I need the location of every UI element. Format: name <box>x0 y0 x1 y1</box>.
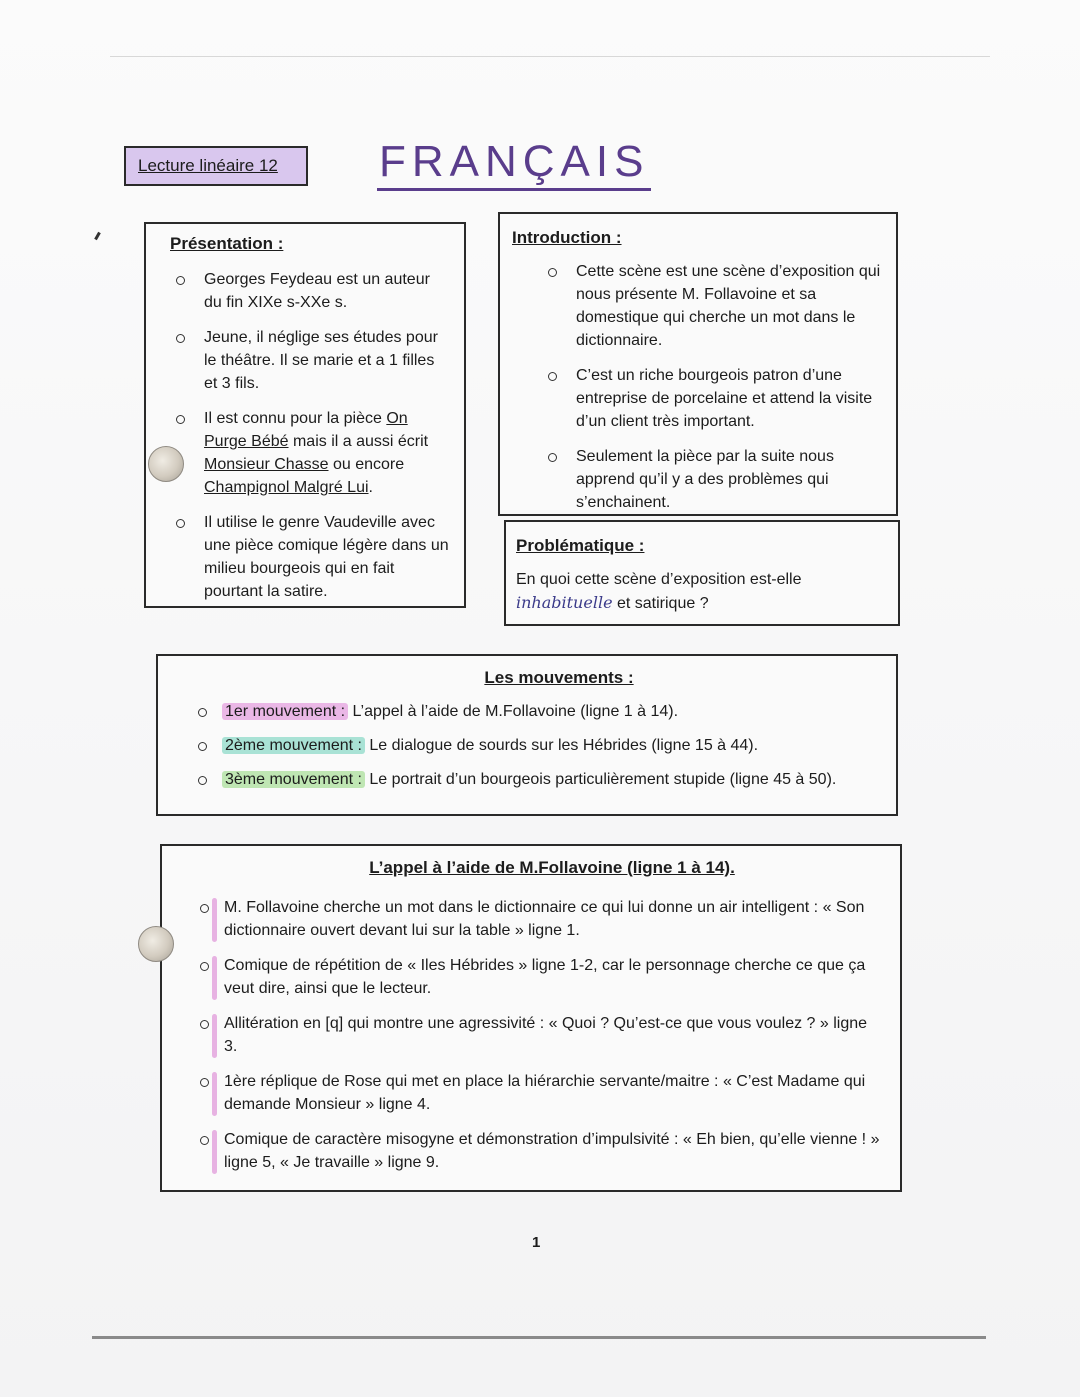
works-mid: mais il a aussi écrit <box>288 433 429 450</box>
appel-box <box>160 844 902 1192</box>
binder-hole-icon <box>138 926 174 962</box>
appel-item <box>162 896 882 942</box>
introduction-item: Seulement la pièce par la suite nous apprend qu’il y a des problèmes qui s’enchainent. <box>542 445 882 514</box>
appel-item <box>162 1012 882 1058</box>
appel-item <box>162 1128 882 1174</box>
work-title: On Purge Bébé <box>204 410 408 450</box>
introduction-item: Cette scène est une scène d’exposition qui nous présente M. Follavoine et sa domestique qui cherche un mot dans le dictionnaire. <box>542 260 882 352</box>
mouvements-heading: Les mouvements : <box>484 668 634 687</box>
highlight-bar <box>212 1072 217 1116</box>
presentation-item: Il utilise le genre Vaudeville avec une pièce comique légère dans un milieu bourgeois qui en fait pourtant la satire. <box>170 511 450 603</box>
mouvement-text: Le dialogue de sourds sur les Hébrides (ligne 15 à 44). <box>364 737 759 754</box>
appel-item <box>162 1070 882 1116</box>
bullet-icon <box>198 776 207 785</box>
appel-item <box>162 954 882 1000</box>
works-pre: Il est connu pour la pièce <box>204 410 387 427</box>
question-post: et satirique ? <box>612 595 709 612</box>
introduction-heading: Introduction : <box>512 228 622 247</box>
presentation-item-works <box>170 407 450 499</box>
mouvement-item <box>158 702 880 722</box>
appel-text: Comique de caractère misogyne et démonstration d’impulsivité : « Eh bien, qu’elle vienne ! » ligne 5, « Je travaille » ligne 9. <box>224 1131 880 1171</box>
works-post: . <box>368 479 373 496</box>
bullet-icon <box>200 1136 209 1145</box>
mouvement-text: L’appel à l’aide de M.Follavoine (ligne 1 à 14). <box>348 703 679 720</box>
appel-heading: L’appel à l’aide de M.Follavoine (ligne 1 à 14). <box>369 858 735 877</box>
highlight-bar <box>212 898 217 942</box>
appel-text: Comique de répétition de « Iles Hébrides » ligne 1-2, car le personnage cherche ce que ça veut dire, ainsi que le lecteur. <box>224 957 866 997</box>
highlight-bar <box>212 956 217 1000</box>
introduction-box <box>498 212 898 516</box>
appel-text: M. Follavoine cherche un mot dans le dictionnaire ce qui lui donne un air intelligent : « Son dictionnaire ouvert devant lui sur la table » ligne 1. <box>224 899 865 939</box>
bullet-icon <box>200 1078 209 1087</box>
work-title: Champignol Malgré Lui <box>204 479 369 496</box>
bullet-icon <box>198 708 207 717</box>
page-title: FRANÇAIS <box>377 136 651 191</box>
mouvement-label: 3ème mouvement : <box>222 771 365 788</box>
presentation-heading: Présentation : <box>170 234 284 253</box>
appel-text: 1ère réplique de Rose qui met en place la hiérarchie servante/maitre : « C’est Madame qui demande Monsieur » ligne 4. <box>224 1073 866 1113</box>
highlight-bar <box>212 1014 217 1058</box>
bullet-icon <box>200 904 209 913</box>
lecture-label: Lecture linéaire 12 <box>124 146 308 186</box>
bottom-divider <box>92 1336 986 1339</box>
mouvement-label: 2ème mouvement : <box>222 737 365 754</box>
mouvement-item <box>158 770 880 790</box>
presentation-item: Jeune, il néglige ses études pour le théâtre. Il se marie et a 1 filles et 3 fils. <box>170 326 450 395</box>
bullet-icon <box>200 962 209 971</box>
highlight-bar <box>212 1130 217 1174</box>
problematique-question <box>516 568 888 615</box>
question-pre: En quoi cette scène d’exposition est-elle <box>516 571 802 588</box>
mouvement-label: 1er mouvement : <box>222 703 348 720</box>
presentation-item: Georges Feydeau est un auteur du fin XIXe s-XXe s. <box>170 268 450 314</box>
mouvement-item <box>158 736 880 756</box>
mouvements-box <box>156 654 898 816</box>
top-divider <box>110 56 990 57</box>
handwritten-word: inhabituelle <box>516 593 613 612</box>
appel-text: Allitération en [q] qui montre une agressivité : « Quoi ? Qu’est-ce que vous voulez ? » ligne 3. <box>224 1015 868 1055</box>
works-mid2: ou encore <box>328 456 405 473</box>
bullet-icon <box>198 742 207 751</box>
introduction-item: C’est un riche bourgeois patron d’une entreprise de porcelaine et attend la visite d’un client très important. <box>542 364 882 433</box>
bullet-icon <box>200 1020 209 1029</box>
problematique-box <box>504 520 900 626</box>
presentation-box <box>144 222 466 608</box>
problematique-heading: Problématique : <box>516 536 645 555</box>
mouvement-text: Le portrait d’un bourgeois particulièrement stupide (ligne 45 à 50). <box>364 771 837 788</box>
work-title: Monsieur Chasse <box>204 456 329 473</box>
binder-hole-icon <box>148 446 184 482</box>
page-number: 1 <box>532 1234 541 1251</box>
